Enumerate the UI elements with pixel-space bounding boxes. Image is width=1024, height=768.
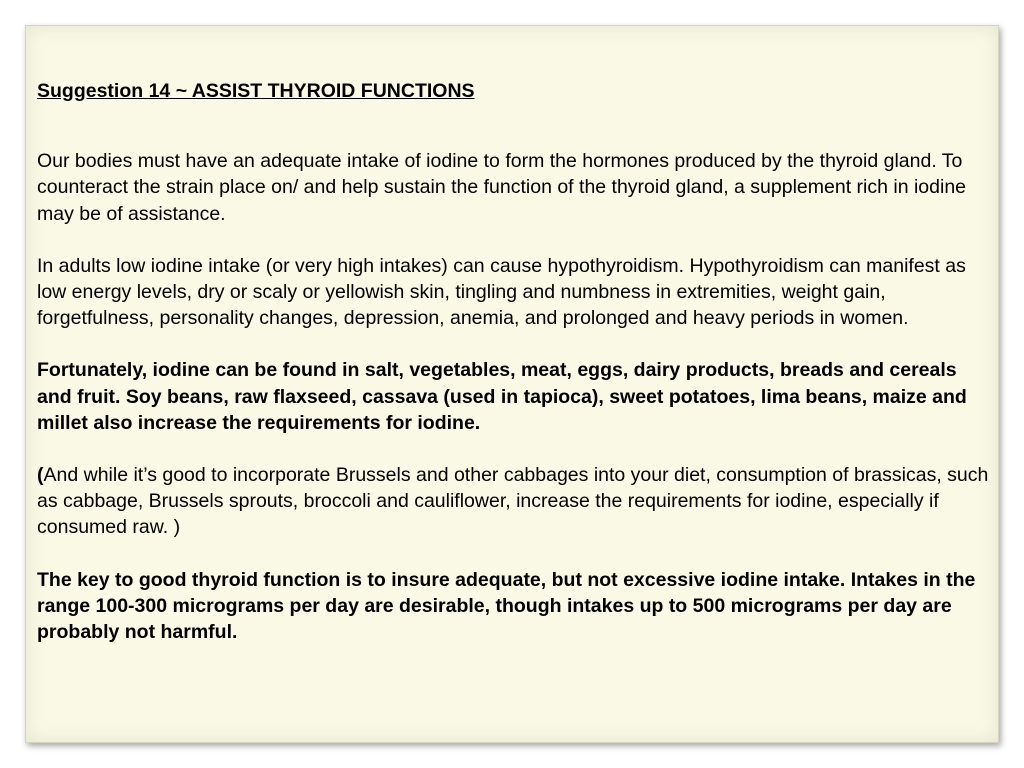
slide-title: Suggestion 14 ~ ASSIST THYROID FUNCTIONS [37,80,475,102]
brassicas-text: And while it’s good to incorporate Brussels and other cabbages into your diet, consumption of brassicas, such as cabbage, Brussels sprouts, broccoli and cauliflower, increase the requirements for iodine, especially if consumed raw. ) [37,464,989,539]
paragraph-iodine-intake: Our bodies must have an adequate intake of iodine to form the hormones produced by the thyroid gland. To counteract the strain place on/ and help sustain the function of the thyroid gland, a supplement rich in iodine may be of assistance. [37,150,967,225]
paragraph-hypothyroidism: In adults low iodine intake (or very high intakes) can cause hypothyroidism. Hypothyroidism can manifest as low energy levels, dry or scaly or yellowish skin, tingling and numbness in extremities, weight gain, forgetfulness, personality changes, depression, anemia, and prolonged and heavy periods in women. [37,254,966,330]
slide-frame [25,25,999,743]
paragraph-iodine-sources: Fortunately, iodine can be found in salt, vegetables, meat, eggs, dairy products, breads and cereals and fruit. Soy beans, raw flaxseed, cassava (used in tapioca), sweet potatoes, lima beans, maize and millet also increase the requirements for iodine. [37,359,967,434]
paragraph-key-thyroid-function: The key to good thyroid function is to insure adequate, but not excessive iodine intake. Intakes in the range 100-300 micrograms per day are desirable, though intakes up to 500 micrograms per day are probably not harmful. [37,568,976,644]
open-parenthesis: ( [37,464,44,487]
slide-content [37,78,992,645]
paragraph-brassicas [37,462,992,541]
